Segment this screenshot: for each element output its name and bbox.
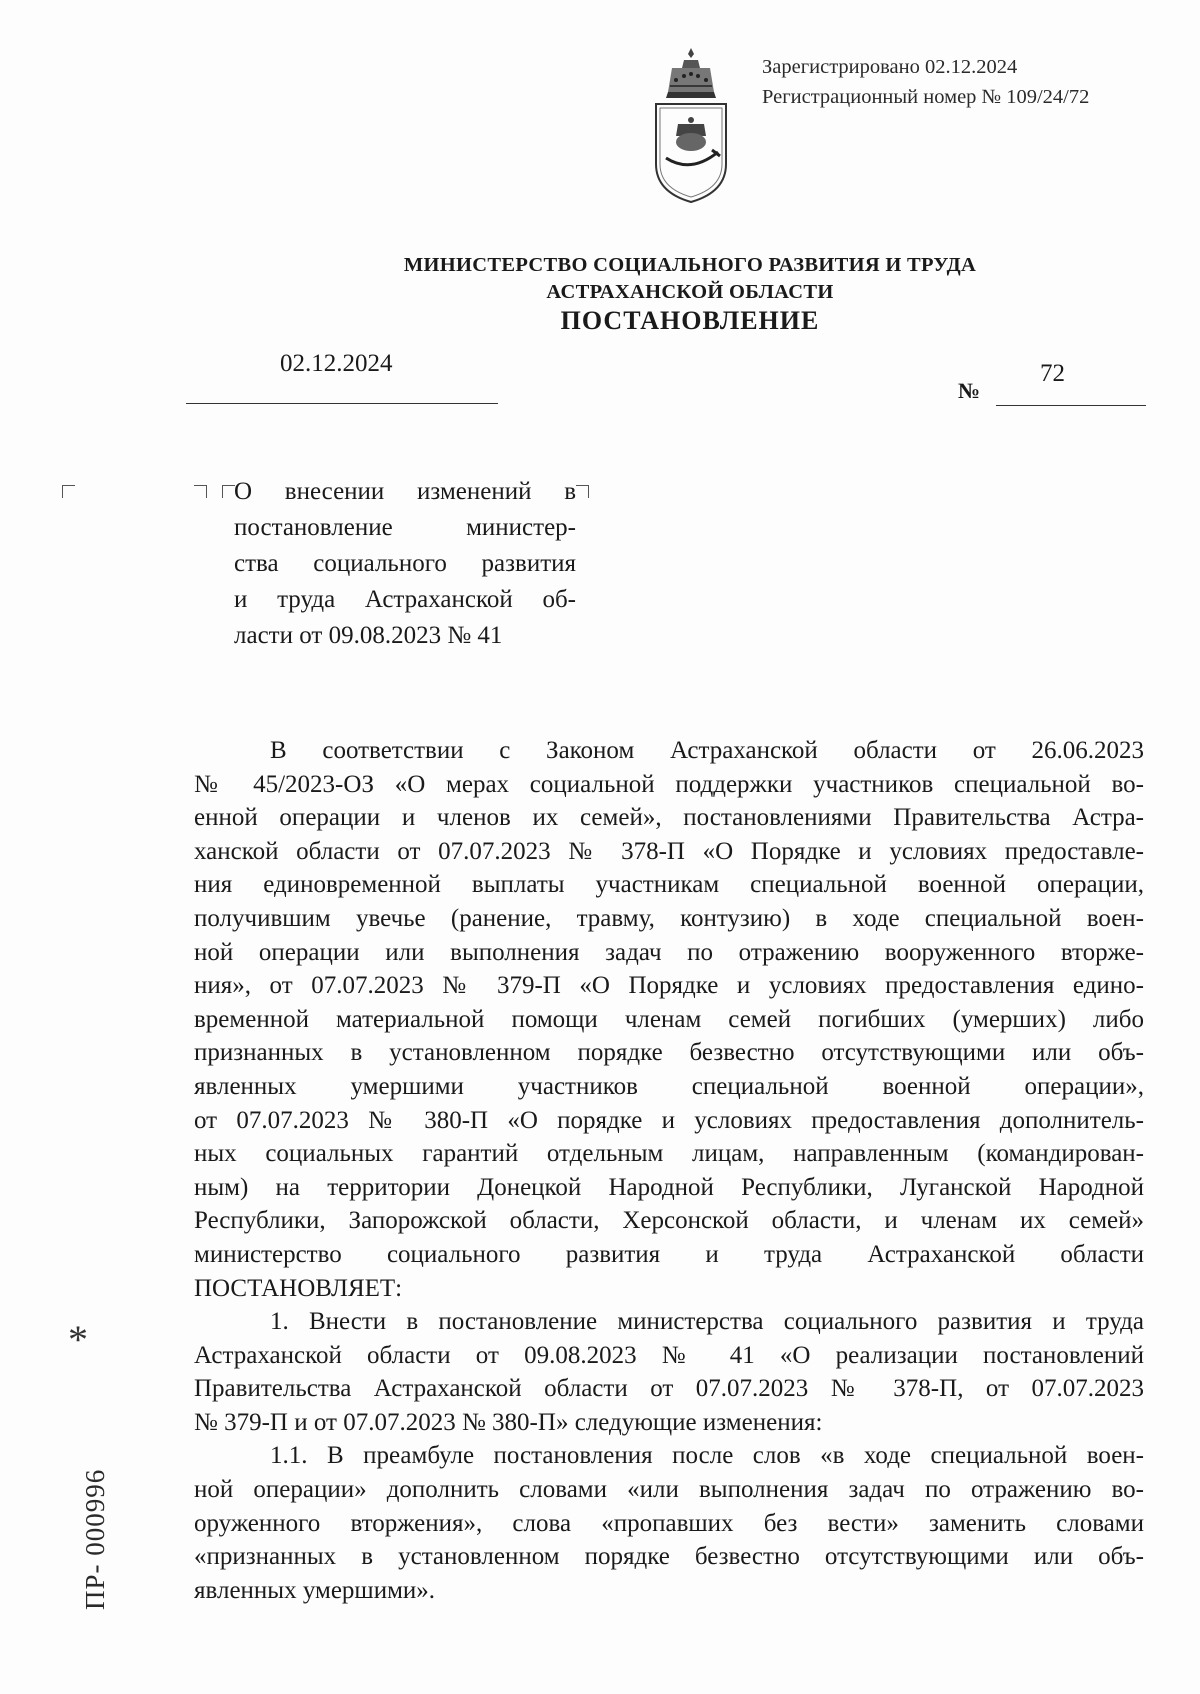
subject-line: О внесении изменений в [234, 478, 576, 505]
body-line: временной материальной помощи членам семей погибших (умерших) либо [194, 1005, 1144, 1033]
body-line: ным) на территории Донецкой Народной Республики, Луганской Народной [194, 1173, 1144, 1201]
body-line: признанных в установленном порядке безвестно отсутствующими или объ- [194, 1039, 1144, 1067]
body-line: оруженного вторжения», слова «пропавших без вести» заменить словами [194, 1509, 1144, 1537]
body-line: Правительства Астраханской области от 07.07.2023 № 378-П, от 07.07.2023 [194, 1375, 1144, 1403]
body-line: енной операции и членов их семей», постановлениями Правительства Астра- [194, 804, 1144, 832]
date-underline [186, 403, 498, 404]
corner-bracket [62, 485, 75, 498]
registration-number: Регистрационный номер № 109/24/72 [762, 86, 1090, 108]
coat-of-arms-emblem [648, 46, 734, 206]
body-line: № 45/2023-ОЗ «О мерах социальной поддержки участников специальной во- [194, 770, 1144, 798]
body-line: № 379-П и от 07.07.2023 № 380-П» следующие изменения: [194, 1408, 823, 1436]
body-line: 1. Внести в постановление министерства социального развития и труда [270, 1308, 1144, 1336]
subject-line: ласти от 09.08.2023 № 41 [234, 622, 503, 649]
ministry-name-line1: МИНИСТЕРСТВО СОЦИАЛЬНОГО РАЗВИТИЯ И ТРУДА [403, 254, 977, 276]
body-line: от 07.07.2023 № 380-П «О порядке и условиях предоставления дополнитель- [194, 1106, 1144, 1134]
subject-line: ства социального развития [234, 550, 576, 577]
subject-line: постановление министер- [234, 514, 576, 541]
body-line: министерство социального развития и труда Астраханской области [194, 1240, 1144, 1268]
body-line: ной операции или выполнения задач по отражению вооруженного вторже- [194, 938, 1144, 966]
number-sign: № [958, 378, 981, 403]
body-line: ПОСТАНОВЛЯЕТ: [194, 1274, 403, 1302]
corner-bracket [194, 485, 207, 498]
document-type: ПОСТАНОВЛЕНИЕ [560, 306, 820, 335]
side-serial-code: ПР- 000996 [80, 1468, 110, 1610]
number-underline [996, 405, 1146, 406]
registration-date: Зарегистрировано 02.12.2024 [762, 56, 1018, 78]
body-line: Астраханской области от 09.08.2023 № 41 «О реализации постановлений [194, 1341, 1144, 1369]
body-line: ханской области от 07.07.2023 № 378-П «О Порядке и условиях предоставле- [194, 837, 1144, 865]
document-body [194, 734, 1144, 1607]
subject-line: и труда Астраханской об- [234, 586, 576, 613]
registration-stamp [762, 52, 1089, 112]
body-line: 1.1. В преамбуле постановления после слов «в ходе специальной воен- [270, 1442, 1144, 1470]
body-line: ния», от 07.07.2023 № 379-П «О Порядке и условиях предоставления едино- [194, 972, 1144, 1000]
corner-bracket [576, 485, 589, 498]
body-line: ния единовременной выплаты участникам специальной военной операции, [194, 871, 1144, 899]
side-asterisk: * [68, 1317, 88, 1362]
body-line: В соответствии с Законом Астраханской области от 26.06.2023 [270, 737, 1144, 764]
ministry-name-line2: АСТРАХАНСКОЙ ОБЛАСТИ [546, 281, 834, 303]
document-number: 72 [1040, 360, 1065, 387]
body-line: получившим увечье (ранение, травму, контузию) в ходе специальной воен- [194, 904, 1144, 932]
body-line: Республики, Запорожской области, Херсонской области, и членам их семей» [194, 1207, 1144, 1235]
document-subject [234, 474, 576, 654]
body-line: явленных умершими участников специальной военной операции», [194, 1072, 1144, 1100]
body-line: явленных умершими». [194, 1576, 436, 1604]
body-line: ной операции» дополнить словами «или выполнения задач по отражению во- [194, 1476, 1144, 1504]
body-line: ных социальных гарантий отдельным лицам, направленным (командирован- [194, 1140, 1144, 1168]
body-line: «признанных в установленном порядке безвестно отсутствующими или объ- [194, 1543, 1144, 1571]
document-date: 02.12.2024 [280, 350, 393, 377]
